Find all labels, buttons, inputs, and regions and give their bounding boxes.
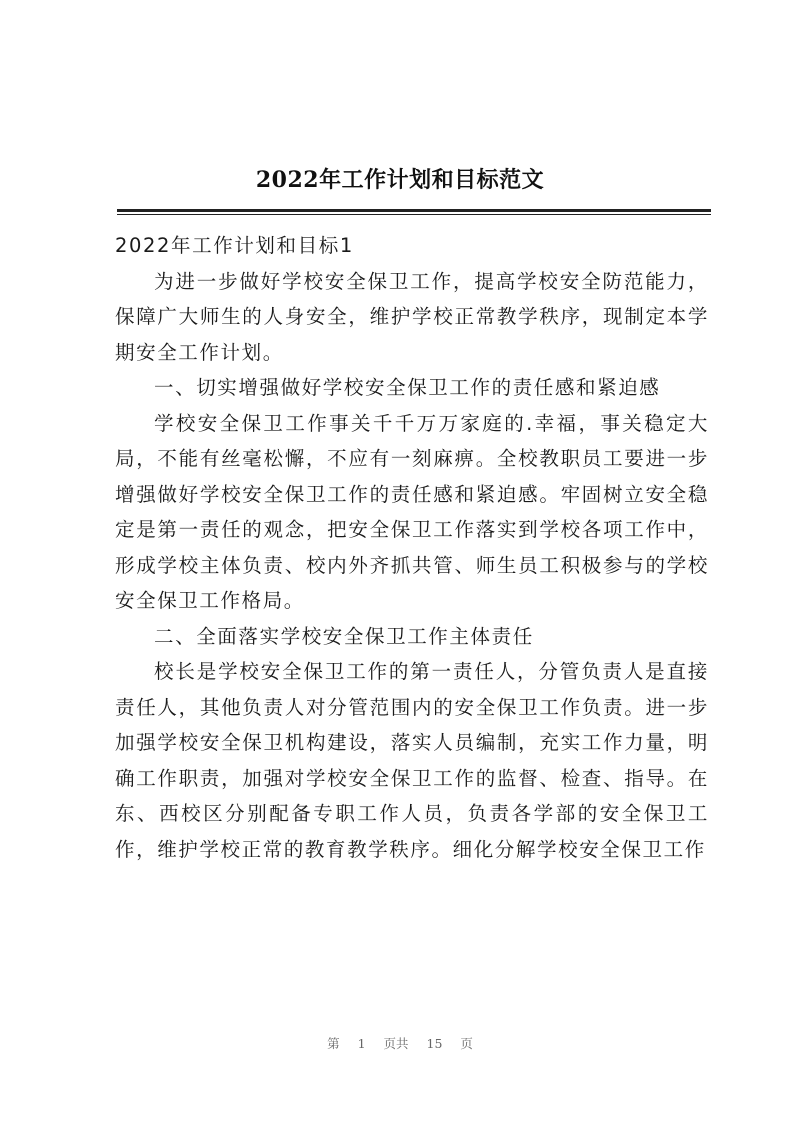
page-footer: [0, 1034, 800, 1052]
title-divider-thin: [117, 214, 711, 215]
document-body: [115, 228, 709, 867]
section-subtitle: 2022年工作计划和目标1: [115, 234, 354, 257]
paragraph-section-2: 校长是学校安全保卫工作的第一责任人，分管负责人是直接责任人，其他负责人对分管范围内的安全保卫工作负责。进一步加强学校安全保卫机构建设，落实人员编制，充实工作力量，明确工作职责，加强对学校安全保卫工作的监督、检查、指导。在东、西校区分别配备专职工作人员，负责各学部的安全保卫工作，维护学校正常的教育教学秩序。细化分解学校安全保卫工作: [115, 660, 709, 861]
heading-section-1: 一、切实增强做好学校安全保卫工作的责任感和紧迫感: [154, 376, 661, 399]
paragraph-intro: 为进一步做好学校安全保卫工作，提高学校安全防范能力，保障广大师生的人身安全，维护学校正常教学秩序，现制定本学期安全工作计划。: [115, 269, 709, 364]
paragraph-section-1: 学校安全保卫工作事关千千万万家庭的.幸福，事关稳定大局，不能有丝毫松懈，不应有一刻麻痹。全校教职员工要进一步增强做好学校安全保卫工作的责任感和紧迫感。牢固树立安全稳定是第一责任的观念，把安全保卫工作落实到学校各项工作中，形成学校主体负责、校内外齐抓共管、师生员工积极参与的学校安全保卫工作格局。: [115, 411, 709, 612]
title-divider-thick: [117, 209, 711, 212]
footer-page-number: 1: [357, 1036, 366, 1051]
document-title: 2022年工作计划和目标范文: [255, 167, 545, 193]
footer-prefix: 第: [327, 1036, 340, 1051]
footer-middle: 页共: [383, 1036, 409, 1051]
heading-section-2: 二、全面落实学校安全保卫工作主体责任: [154, 624, 534, 648]
footer-suffix: 页: [460, 1036, 473, 1051]
footer-page-total: 15: [426, 1036, 443, 1051]
